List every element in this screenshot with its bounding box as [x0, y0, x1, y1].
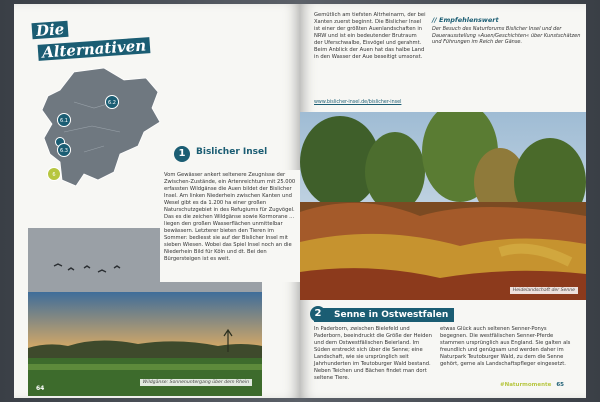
- section-title: Senne in Ostwestfalen: [314, 308, 454, 322]
- page-number: 64: [36, 385, 45, 392]
- sunset-photo: [28, 292, 262, 396]
- tip-body: Der Besuch des Naturforums Bislicher Insel und der Dauerausstellung »Auen/Geschichten« über Kunstschätzen und Führungen im Reich der Gänse.: [432, 26, 581, 45]
- map-marker-label: 6.3: [60, 148, 68, 154]
- section-number-badge: 2: [310, 306, 326, 322]
- tip-heading: // Empfehlenswert: [432, 16, 499, 24]
- map-marker-label: 6.1: [60, 118, 68, 124]
- title-line-2: Alternativen: [38, 37, 151, 61]
- heathland-landscape: [300, 112, 586, 300]
- section-1-text: Vom Gewässer ankert seltenere Zeugnisse der Zwischen-Zustände, ein Artenreichtum mit 25.000 erfassten Wildgänse die Auen bildet der Bislicher Insel. Am linken Niederhein zwischen Kanten und Wesel gibt es da 1.200 ha einer großen Naturschutzgebiet in des Refugiums für Zugvögel. Das es die zeichen Wildgänse sowie Kormorane ... liegen den großen Wasserflächen unmittelbar bewässern. Letzterer bieten den Tieren im Sommer: bediesst sie auf der Bislicher Insel mit sieben Wiesen. Wobei das Spiel Insel noch an die Niederhein Bild für Köln und dt. Bei den Bürgersteigen ist es weit.: [164, 172, 296, 262]
- page-number: 65: [556, 382, 564, 388]
- footer-hashtag: [500, 382, 564, 388]
- section-2-body-right: [440, 326, 572, 368]
- nrw-map: [34, 62, 164, 192]
- footer-hashtag-label: #Naturmomente: [499, 382, 552, 388]
- photo-caption: Heidelandschaft der Senne: [510, 287, 578, 294]
- tip-box: [432, 16, 582, 46]
- nrw-region-shape: [42, 68, 160, 186]
- title-line-1: Die: [31, 21, 68, 39]
- left-page: [14, 4, 300, 398]
- page-title: [32, 20, 150, 62]
- map-marker-label: 6.2: [108, 100, 116, 106]
- website-link[interactable]: www.bislicher-insel.de/bislicher-insel: [314, 100, 402, 105]
- photo-caption: Wildgänse: Sonnenuntergang über dem Rhein: [140, 379, 252, 386]
- section-title: Bislicher Insel: [196, 147, 268, 157]
- section-number-badge: 1: [174, 146, 190, 162]
- section-2-body-left: [314, 326, 432, 382]
- section-2-text-right: etwas Glück auch seltenen Senner-Ponys begegnen. Die westfälischen Senner-Pferde stammen ursprünglich aus England. Sie galten als freundlich und genügsam und werden daher im Naturpark Teutoburger Wald, zu dem die Senne gehört, gerne als Landschaftspfleger eingesetzt.: [440, 326, 571, 367]
- map-marker-label: 6: [52, 172, 56, 178]
- section-1-body: [160, 170, 300, 282]
- section-2-text-left: In Paderborn, zwischen Bielefeld und Paderborn, beeindruckt die Größe der Heiden und dem Ostwestfälischen Beierland. Im Süden erstreckt sich über die Senne; eine Landschaft, wie sie ursprünglich seit Jahrhunderten im Teutoburger Wald bestand. Neben Teichen und Bächen findet man dort seltene Tiere.: [314, 326, 432, 381]
- right-page: [300, 4, 586, 398]
- right-top-text: [314, 12, 426, 61]
- right-top-paragraph: Gemütlich am tiefsten Altrheinarm, der bei Xanten zuerst beginnt. Die Bislicher Insel ist einer der größten Auenlandschaften in NRW und ist ein bedeutender Brutraum der Uferschwalbe, Eisvögel und gerahmt. Beim Anblick der Auen hat das halbe Land in den Wasser der Aue beseitigt umsonst.: [314, 12, 426, 60]
- heath-forest-photo: [300, 112, 586, 300]
